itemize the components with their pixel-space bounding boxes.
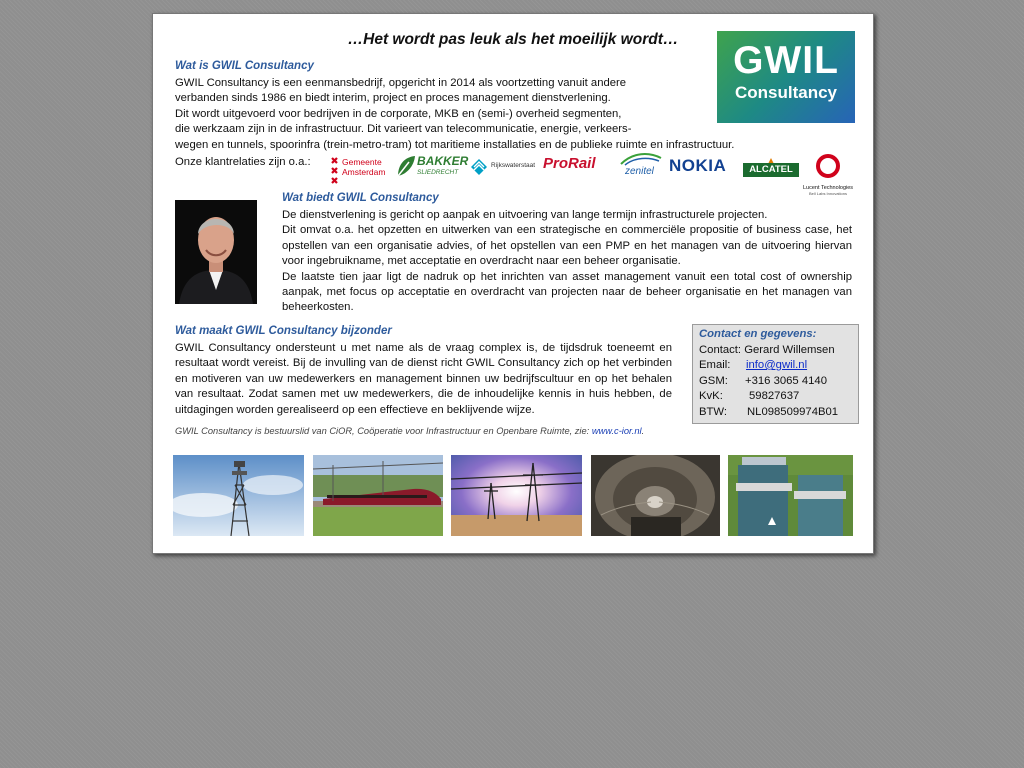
contact-box (692, 324, 859, 424)
lucent-text: Lucent Technologies (803, 185, 854, 191)
rijkswaterstaat-logo (469, 157, 536, 182)
telecom-tower-photo-icon (173, 455, 304, 536)
zenitel-text: zenitel (625, 166, 654, 177)
section-special-text (175, 341, 672, 418)
special-paragraph: GWIL Consultancy ondersteunt u met name als de vraag complex is, de tijdsdruk toeneemt en resultaat wordt vereist. Bij de invulling van de dienst richt GWIL Consultancy zich op het verbinden en motiveren van uw medewerkers en management binnen uw bedrijfscultuur en op het behalen van resultaat. Zodat samen met uw medewerkers, die de inhoudelijke kennis in huis hebben, de uitdagingen worden gerealiseerd op een effectieve en beklijvende wijze. (175, 342, 672, 416)
amsterdam-text: Gemeente (342, 157, 382, 167)
tunnel-photo-icon (591, 455, 720, 536)
sluice-photo-icon (728, 455, 853, 536)
bakker-subtext: SLIEDRECHT (417, 169, 459, 176)
offer-paragraph: Dit omvat o.a. het opzetten en uitwerken van een strategische en commerciële propositie of business case, het opstellen van een organisatie advies, of het opstellen van een PMP en het managen van de uitvoering hiervan voor ingebruikname, met acceptatie en overdracht naar een beheer organisatie. (282, 224, 852, 268)
intro-line: die werkzaam zijn in de infrastructuur. Dit varieert van telecommunicatie, energie, verkeers- (175, 123, 632, 136)
email-label: Email: (699, 359, 731, 371)
bakker-leaf-icon (395, 154, 417, 178)
email-link[interactable]: info@gwil.nl (746, 359, 808, 371)
offer-line: De dienstverlening is gericht op aanpak en uitvoering van lange termijn infrastructurele projecten. (282, 209, 768, 221)
offer-paragraph: De laatste tien jaar ligt de nadruk op het inrichten van asset management vanuit een total cost of ownership aanpak, met focus op acceptatie en overdracht van projecten naar de beheer organisatie en het managen van beheerkosten. (282, 270, 852, 314)
btw-label: BTW: (699, 405, 728, 418)
footer-text: GWIL Consultancy is bestuurslid van CiOR, Coöperatie voor Infrastructuur en Openbare Ruimte, zie: (175, 426, 592, 436)
client-logos-row (175, 154, 865, 194)
section-title-wat-is: Wat is GWIL Consultancy (175, 60, 314, 72)
zenitel-logo (619, 152, 663, 177)
section-title-bijzonder: Wat maakt GWIL Consultancy bijzonder (175, 325, 392, 337)
person-portrait-icon (175, 200, 257, 304)
bakker-logo (395, 154, 469, 183)
rijkswaterstaat-text: Rijkswaterstaat (491, 162, 536, 169)
power-lines-photo-icon (451, 455, 582, 536)
rijkswaterstaat-icon (469, 157, 489, 177)
contact-row-name (699, 343, 858, 359)
lucent-subtext: Bell Labs Innovations (808, 191, 848, 196)
lucent-ring-icon (814, 152, 842, 180)
contact-row-btw (699, 405, 858, 421)
section-title-wat-biedt: Wat biedt GWIL Consultancy (282, 192, 439, 204)
intro-line: Dit wordt uitgevoerd voor bedrijven in de corporate, MKB en (semi-) overheid segmenten, (175, 107, 622, 120)
photo-power-lines (451, 455, 582, 536)
photo-sluice-locks (728, 455, 853, 536)
logo-text-consultancy: Consultancy (734, 83, 838, 102)
contact-name: Gerard Willemsen (744, 343, 835, 356)
portrait-photo (175, 200, 257, 304)
btw-value: NL098509974B01 (747, 405, 839, 418)
lucent-logo (803, 152, 853, 196)
cior-link[interactable]: www.c-ior.nl (591, 426, 642, 436)
intro-line: GWIL Consultancy is een eenmansbedrijf, opgericht in 2014 als voortzetting vanuit andere (175, 77, 627, 89)
clients-label: Onze klantrelaties zijn o.a.: (175, 156, 311, 168)
contact-row-email (699, 358, 858, 374)
logo-text-gwil: GWIL (733, 39, 839, 82)
zenitel-swoosh-icon (619, 152, 663, 166)
footer-note (175, 426, 644, 436)
gsm-label: GSM: (699, 374, 728, 387)
kvk-value: 59827637 (749, 390, 800, 402)
section-intro-text (175, 76, 865, 153)
contact-row-kvk (699, 389, 858, 405)
nokia-logo: NOKIA (669, 156, 727, 175)
photo-high-speed-train (313, 455, 443, 536)
content-page (152, 13, 874, 554)
alcatel-text: ALCATEL (743, 163, 799, 177)
contact-row-gsm (699, 374, 858, 390)
photo-telecom-tower (173, 455, 304, 536)
bakker-text: BAKKER (417, 154, 469, 168)
amsterdam-text: Amsterdam (342, 167, 386, 177)
kvk-label: KvK: (699, 390, 723, 402)
train-photo-icon (313, 455, 443, 536)
intro-line: verbanden sinds 1986 en biedt interim, project en proces management dienstverlening. (175, 92, 611, 105)
gsm-value: +316 3065 4140 (745, 374, 827, 387)
intro-line: wegen en tunnels, spoorinfra (trein-metro-tram) tot maritieme installaties en de publieke ruimte en infrastructuur. (175, 138, 735, 151)
contact-title: Contact en gegevens: (699, 328, 817, 340)
page-headline: …Het wordt pas leuk als het moeilijk wordt… (347, 31, 679, 48)
prorail-logo: ProRail (543, 155, 596, 172)
section-offer-text (282, 208, 852, 316)
photo-tunnel (591, 455, 720, 536)
alcatel-logo (743, 154, 799, 175)
contact-label: Contact: (699, 343, 742, 356)
amsterdam-logo (330, 156, 390, 191)
footer-end: . (641, 426, 645, 436)
